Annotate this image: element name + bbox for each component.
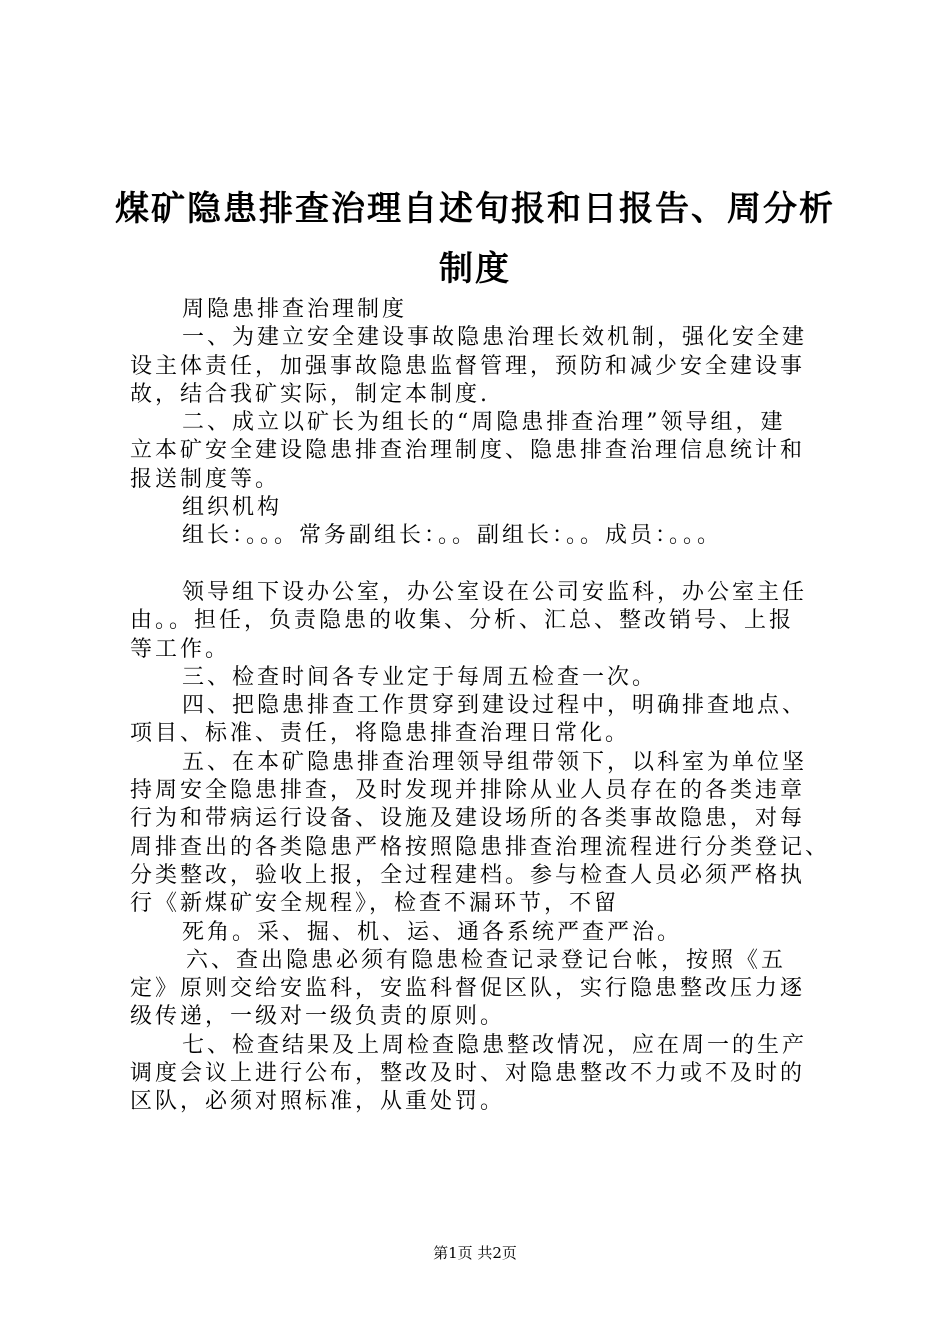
paragraph-line: 持周安全隐患排查，及时发现并排除从业人员存在的各类违章 <box>130 778 806 804</box>
paragraph-line: 死角。采、掘、机、运、通各系统严查严治。 <box>182 919 683 945</box>
document-body <box>130 296 840 1117</box>
paragraph-line: 五、在本矿隐患排查治理领导组带领下，以科室为单位坚 <box>182 749 808 775</box>
document-title-line-2: 制度 <box>439 249 511 289</box>
page-footer: 第1页 共2页 <box>433 1244 517 1262</box>
paragraph-line: 故，结合我矿实际，制定本制度. <box>130 381 490 407</box>
section-heading: 周隐患排查治理制度 <box>182 297 408 322</box>
paragraph-line: 七、检查结果及上周检查隐患整改情况，应在周一的生产 <box>182 1032 808 1058</box>
paragraph-line: 组长：。。。常务副组长：。。副组长：。。成员：。。。 <box>182 523 723 549</box>
paragraph-line: 立本矿安全建设隐患排查治理制度、隐患排查治理信息统计和 <box>130 438 806 464</box>
paragraph-line: 项目、标准、责任，将隐患排查治理日常化。 <box>130 721 631 747</box>
paragraph-line: 调度会议上进行公布，整改及时、对隐患整改不力或不及时的 <box>130 1061 806 1087</box>
paragraph-line: 六、查出隐患必须有隐患检查记录登记台帐，按照《五 <box>186 947 787 973</box>
paragraph-line: 行为和带病运行设备、设施及建设场所的各类事故隐患，对每 <box>130 806 806 832</box>
paragraph-line: 报送制度等。 <box>130 466 281 492</box>
paragraph-line: 周排查出的各类隐患严格按照隐患排查治理流程进行分类登记、 <box>130 834 831 860</box>
paragraph-line: 由。。担任，负责隐患的收集、分析、汇总、整改销号、上报 <box>130 608 795 634</box>
paragraph-line: 区队，必须对照标准，从重处罚。 <box>130 1089 506 1115</box>
paragraph-line: 二、成立以矿长为组长的“周隐患排查治理”领导组，建 <box>182 410 786 436</box>
paragraph-line: 定》原则交给安监科，安监科督促区队，实行隐患整改压力逐 <box>130 976 806 1002</box>
document-title-line-1: 煤矿隐患排查治理自述旬报和日报告、周分析 <box>115 189 835 229</box>
section-heading: 组织机构 <box>182 495 283 521</box>
paragraph-line: 三、检查时间各专业定于每周五检查一次。 <box>182 664 658 690</box>
paragraph-line: 四、把隐患排查工作贯穿到建设过程中，明确排查地点、 <box>182 693 808 719</box>
paragraph-line: 设主体责任，加强事故隐患监督管理，预防和减少安全建设事 <box>130 353 806 379</box>
paragraph-line: 一、为建立安全建设事故隐患治理长效机制，强化安全建 <box>182 325 808 351</box>
paragraph-line: 等工作。 <box>130 636 231 662</box>
paragraph-line: 行《新煤矿安全规程》，检查不漏环节，不留 <box>130 891 620 917</box>
paragraph-line: 领导组下设办公室，办公室设在公司安监科，办公室主任 <box>182 579 808 605</box>
paragraph-line: 分类整改，验收上报，全过程建档。参与检查人员必须严格执 <box>130 862 806 888</box>
blank-line <box>130 551 840 579</box>
paragraph-line: 级传递，一级对一级负责的原则。 <box>130 1004 506 1030</box>
